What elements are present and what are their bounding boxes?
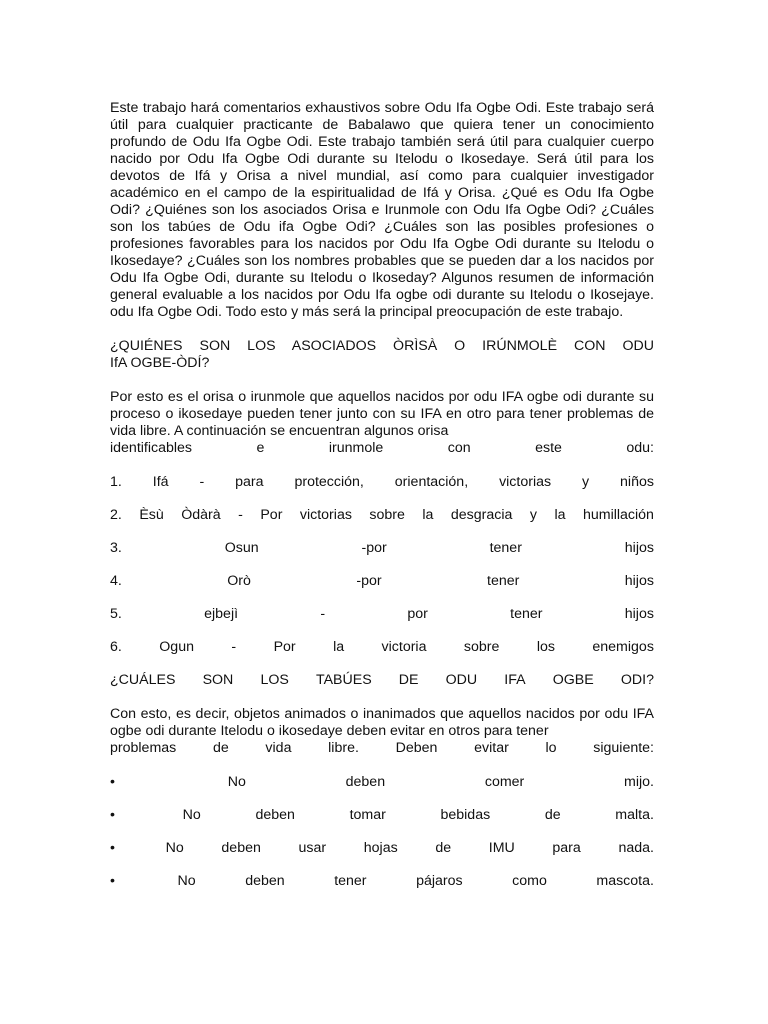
word: 1. [110, 474, 122, 490]
taboos-intro-last-line: problemas de vida libre. Deben evitar lo siguiente: [110, 740, 654, 756]
orisa-list-item [110, 540, 654, 557]
taboos-intro-body: Con esto, es decir, objetos animados o inanimados que aquellos nacidos por odu IFA ogbe odi durante Itelodu o ikosedaye deben evitar en otros para tener [110, 706, 654, 739]
word: malta. [615, 807, 654, 823]
word: comer [484, 774, 525, 790]
bullet-icon: • [110, 807, 115, 823]
word: los [536, 639, 555, 655]
word: ¿CUÁLES [110, 672, 176, 688]
word: nada. [618, 840, 654, 856]
word: Por [260, 507, 283, 523]
word: 5. [110, 606, 122, 622]
word: -por [361, 540, 387, 556]
word: desgracia [450, 507, 513, 523]
word: hijos [624, 606, 654, 622]
word: Èsù [139, 507, 164, 523]
word: ODI? [620, 672, 654, 688]
bullet-icon: • [110, 873, 115, 889]
orisa-list-item [110, 474, 654, 491]
document-page [110, 100, 654, 906]
taboos-section-heading [110, 672, 654, 689]
word: deben [245, 873, 285, 889]
word: para [552, 840, 581, 856]
word: tener [334, 873, 367, 889]
word: - [231, 639, 237, 655]
word: Ogun [159, 639, 194, 655]
word: tener [487, 573, 520, 589]
word: victoria [381, 639, 427, 655]
word: y [582, 474, 590, 490]
word: ODU [445, 672, 478, 688]
word: como [512, 873, 547, 889]
word: Òdàrà [181, 507, 221, 523]
word: IFA [504, 672, 526, 688]
word: orientación, [394, 474, 469, 490]
taboos-intro-paragraph [110, 706, 654, 757]
word: victorias [499, 474, 552, 490]
taboo-list-item [110, 807, 654, 824]
word: 6. [110, 639, 122, 655]
word: 4. [110, 573, 122, 589]
word: TABÚES [315, 672, 372, 688]
word: pájaros [416, 873, 463, 889]
word: tener [510, 606, 543, 622]
taboo-list-item [110, 774, 654, 791]
orisa-list-item [110, 573, 654, 590]
word: la [554, 507, 566, 523]
word: mascota. [596, 873, 654, 889]
word: No [165, 840, 184, 856]
word: - [238, 507, 243, 523]
word: bebidas [440, 807, 491, 823]
taboo-list-item [110, 840, 654, 857]
word: - [320, 606, 326, 622]
word: enemigos [592, 639, 654, 655]
word: la [333, 639, 345, 655]
orisa-section-heading [110, 338, 654, 372]
word: de [435, 840, 452, 856]
word: mijo. [624, 774, 654, 790]
word: sobre [369, 507, 405, 523]
orisa-intro-last-line: identificables e irunmole con este odu: [110, 440, 654, 456]
word: deben [345, 774, 386, 790]
orisa-heading-line-1: ¿QUIÉNES SON LOS ASOCIADOS ÒRÌSÀ O IRÚNMOLÈ CON ODU [110, 338, 654, 354]
word: protección, [294, 474, 364, 490]
word: de [544, 807, 561, 823]
word: 3. [110, 540, 122, 556]
orisa-list [110, 474, 654, 656]
orisa-heading-line-2: IfA OGBE-ÒDÍ? [110, 355, 210, 371]
word: SON [202, 672, 234, 688]
word: tener [489, 540, 522, 556]
word: hijos [624, 540, 654, 556]
word: niños [620, 474, 654, 490]
bullet-icon: • [110, 774, 115, 790]
word: IMU [488, 840, 515, 856]
word: sobre [463, 639, 500, 655]
intro-paragraph: Este trabajo hará comentarios exhaustivos sobre Odu Ifa Ogbe Odi. Este trabajo será útil para cualquier practicante de Babalawo que quiera tener un conocimiento profundo de Odu Ifa Ogbe Odi. Este trabajo también será útil para cualquier cuerpo nacido por Odu Ifa Ogbe Odi durante su Itelodu o Ikosedaye. Será útil para los devotos de Ifá y Orisa a nivel mundial, así como para cualquier investigador académico en el campo de la espiritualidad de Ifá y Orisa. ¿Qué es Odu Ifa Ogbe Odi? ¿Quiénes son los asociados Orisa e Irunmole con Odu Ifa Ogbe Odi? ¿Cuáles son los tabúes de Odu ifa Ogbe Odi? ¿Cuáles son las posibles profesiones o profesiones favorables para los nacidos por Odu Ifa Ogbe Odi durante su Itelodu o Ikosedaye? ¿Cuáles son los nombres probables que se pueden dar a los nacidos por Odu Ifa Ogbe Odi, durante su Itelodu o Ikoseday? Algunos resumen de información general evaluable a los nacidos por Odu Ifa ogbe odi durante su Itelodu o Ikosejaye. odu Ifa Ogbe Odi. Todo esto y más será la principal preocupación de este trabajo. [110, 100, 654, 320]
orisa-list-item [110, 507, 654, 524]
word: Orò [227, 573, 251, 589]
taboo-list-item [110, 873, 654, 890]
word: hojas [363, 840, 398, 856]
word: OGBE [552, 672, 594, 688]
word: LOS [260, 672, 289, 688]
word: deben [221, 840, 261, 856]
orisa-intro-body: Por esto es el orisa o irunmole que aquellos nacidos por odu IFA ogbe odi durante su proceso o ikosedaye pueden tener junto con su IFA en otro para tener problemas de vida libre. A continuación se encuentran algunos orisa [110, 389, 654, 439]
word: para [235, 474, 264, 490]
word: ejbejì [204, 606, 239, 622]
word: Por [273, 639, 296, 655]
word: la [422, 507, 434, 523]
orisa-list-item [110, 606, 654, 623]
word: victorias [299, 507, 352, 523]
word: Osun [224, 540, 259, 556]
word: No [177, 873, 196, 889]
word: - [199, 474, 205, 490]
orisa-list-item [110, 639, 654, 656]
word: No [227, 774, 246, 790]
word: DE [398, 672, 419, 688]
word: por [407, 606, 428, 622]
word: humillación [582, 507, 654, 523]
word: Ifá [152, 474, 169, 490]
orisa-intro-paragraph [110, 389, 654, 457]
word: usar [298, 840, 327, 856]
word: deben [255, 807, 295, 823]
bullet-icon: • [110, 840, 115, 856]
taboo-list [110, 774, 654, 890]
word: hijos [624, 573, 654, 589]
word: No [182, 807, 201, 823]
word: tomar [349, 807, 386, 823]
word: y [529, 507, 537, 523]
word: 2. [110, 507, 122, 523]
word: -por [356, 573, 382, 589]
